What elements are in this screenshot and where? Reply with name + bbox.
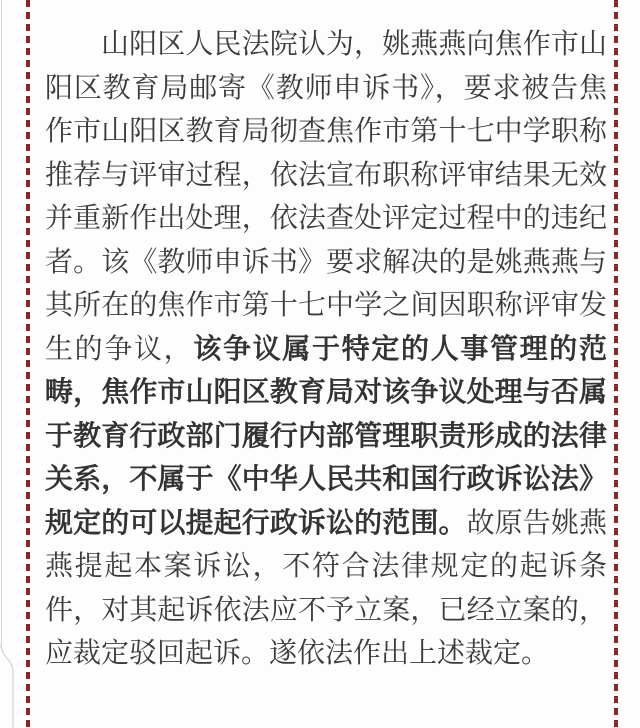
court-opinion-paragraph xyxy=(45,22,607,675)
paragraph-segment-bold: 该争议属于特定的人事管理的范畴，焦作市山阳区教育局对该争议处理与否属于教育行政部门履行内部管理职责形成的法律关系，不属于《中华人民共和国行政诉讼法》规定的可以提起行政诉讼的范围。 xyxy=(45,332,607,538)
left-dashed-border xyxy=(26,0,30,728)
card-left-edge-line xyxy=(1,0,2,646)
right-dashed-border xyxy=(614,0,618,728)
court-opinion-text-block xyxy=(45,22,607,675)
paragraph-segment-regular-1: 山阳区人民法院认为，姚燕燕向焦作市山阳区教育局邮寄《教师申诉书》，要求被告焦作市山阳区教育局彻查焦作市第十七中学职称推荐与评审过程，依法宣布职称评审结果无效并重新作出处理，依法查处评定过程中的违纪者。该《教师申诉书》要求解决的是姚燕燕与其所在的焦作市第十七中学之间因职称评审发生的争议， xyxy=(45,28,607,364)
card-edge-curve xyxy=(0,644,20,728)
paragraph-segment-regular-2: 故原告姚燕燕提起本案诉讼，不符合法律规定的起诉条件，对其起诉依法应不予立案，已经立案的，应裁定驳回起诉。遂依法作出上述裁定。 xyxy=(45,506,607,668)
